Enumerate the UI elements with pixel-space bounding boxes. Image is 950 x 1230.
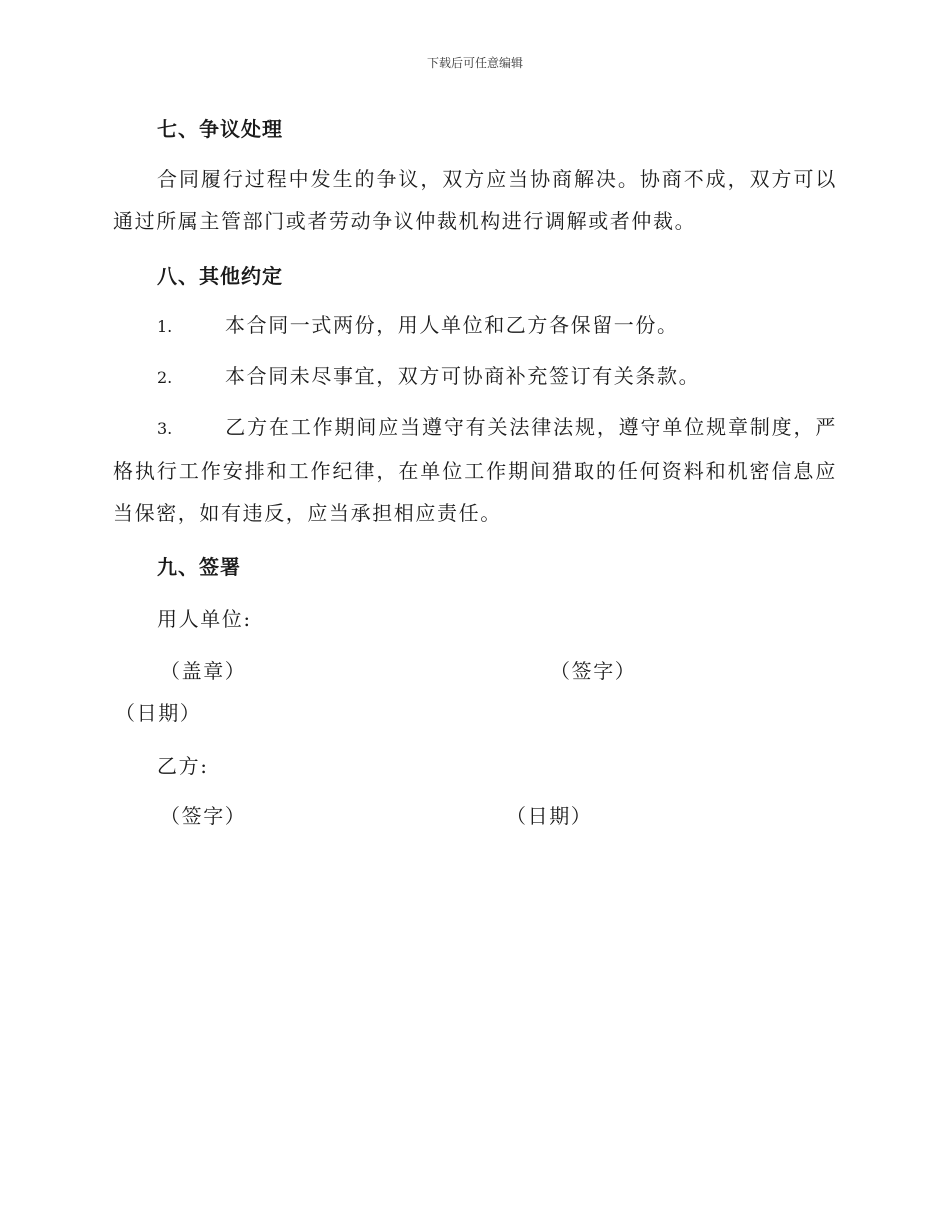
clause-text: 本合同未尽事宜，双方可协商补充签订有关条款。 <box>225 364 701 388</box>
party-b-label: 乙方: <box>157 754 209 778</box>
clause-text: 乙方在工作期间应当遵守有关法律法规，遵守单位规章制度，严格执行工作安排和工作纪律，在单位工作期间猎取的任何资料和机密信息应当保密，如有违反，应当承担相应责任。 <box>113 415 837 525</box>
employer-signature: （签字） <box>550 659 637 683</box>
clause-number: 3. <box>157 419 173 438</box>
clause-number: 2. <box>157 368 173 387</box>
section-8-heading: 八、其他约定 <box>157 264 283 288</box>
clause-item <box>113 355 837 399</box>
section-7-heading: 七、争议处理 <box>157 117 283 141</box>
page-header-note: 下载后可任意编辑 <box>426 56 523 70</box>
section-9-heading: 九、签署 <box>157 555 241 579</box>
party-b-date: （日期） <box>506 804 593 828</box>
clause-text: 本合同一式两份，用人单位和乙方各保留一份。 <box>225 313 679 337</box>
section-7-body: 合同履行过程中发生的争议，双方应当协商解决。协商不成，双方可以通过所属主管部门或者劳动争议仲裁机构进行调解或者仲裁。 <box>113 167 837 233</box>
employer-seal: （盖章） <box>160 659 247 683</box>
employer-date: （日期） <box>115 701 202 725</box>
clause-number: 1. <box>157 317 173 336</box>
clause-item <box>113 406 837 534</box>
clause-item <box>113 304 837 348</box>
party-b-signature: （签字） <box>160 804 247 828</box>
employer-label: 用人单位: <box>157 607 252 631</box>
